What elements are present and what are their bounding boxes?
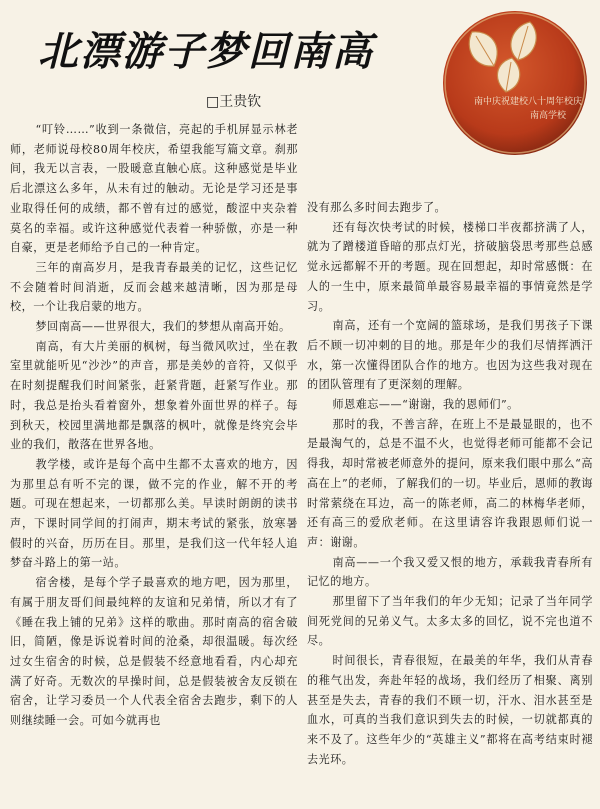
badge-caption-1: 南中庆祝建校八十周年校庆	[474, 97, 583, 107]
article-title: 北漂游子梦回南高	[38, 29, 374, 75]
article-author: □王贵钦	[206, 94, 262, 110]
paragraph: 那时的我，不善言辞，在班上不是最显眼的，也不是最淘气的，总是不温不火，也觉得老师可能都不会记得我，却时常被老师意外的提问，原来我们眼中那么“高高在上”的老师，了解我们的一切。毕业后，恩师的教诲时常萦绕在耳边，高一的陈老师，高二的林梅华老师，还有高三的爱欣老师。在这里请容许我跟恩师们说一声：谢谢。	[307, 417, 593, 549]
school-badge-graphic	[434, 8, 596, 158]
left-column	[10, 120, 298, 805]
paragraph: 南高，还有一个宽阔的篮球场，是我们男孩子下课后不顾一切冲刺的目的地。那是年少的我们尽情挥洒汗水，第一次懂得团队合作的地方。也因为这些我对现在的团队管理有了更深刻的理解。	[307, 319, 593, 392]
paragraph: 那里留下了当年我们的年少无知；记录了当年同学间死党间的兄弟义气。太多太多的回忆，说不完也道不尽。	[307, 595, 593, 648]
paragraph: 还有每次快考试的时候，楼梯口半夜都挤满了人，就为了蹭楼道昏暗的那点灯光，挤破脑袋思考那些总感觉永远都解不开的考题。现在回想起，却时常感慨：在人的一生中，原来最简单最容易最幸福的事情竟然是学习。	[307, 220, 593, 313]
paragraph: 时间很长，青春很短，在最美的年华，我们从青春的稚气出发，奔赴年轻的战场，我们经历了相聚、离别甚至是失去，青春的我们不顾一切，汗水、泪水甚至是血水，可真的当我们意识到失去的时候，一切就都真的来不及了。这些年少的“英雄主义”都将在高考结束时褪去光环。	[307, 654, 593, 766]
paragraph: 梦回南高——世界很大，我们的梦想从南高开始。	[35, 320, 291, 334]
paragraph: 没有那么多时间去跑步了。	[307, 201, 447, 214]
right-column	[307, 198, 593, 806]
school-badge	[434, 8, 596, 158]
paragraph: 三年的南高岁月，是我青春最美的记忆，这些记忆不会随着时间消逝，反而会越来越清晰，因为那是母校，一个让我启蒙的地方。	[10, 260, 298, 314]
paragraph: 南高——一个我又爱又恨的地方，承载我青春所有记忆的地方。	[307, 555, 593, 589]
badge-caption-2: 南高学校	[530, 111, 567, 121]
paragraph: 宿舍楼，是每个学子最喜欢的地方吧，因为那里，有属于朋友哥们间最纯粹的友谊和兄弟情，所以才有了《睡在我上铺的兄弟》这样的歌曲。那时南高的宿舍破旧，简陋，像是诉说着时间的沧桑，却很温暖。每次经过女生宿舍的时候，总是假装不经意地看看，内心却充满了好奇。无数次的早操时间，总是假装被舍友反锁在宿舍，让学习委员一个人代表全宿舍去跑步，剩下的人则继续睡一会。可如今就再也	[10, 576, 298, 728]
paragraph: “叮铃……”收到一条微信，亮起的手机屏显示林老师，老师说母校80周年校庆，希望我能写篇文章。刹那间，我无以言表，一股暖意直触心底。这种感觉是毕业后北漂这么多年，从未有过的触动。无论是学习还是事业取得任何的成绩，都不曾有过的感觉，酸涩中夹杂着莫名的幸福。或许这种感觉代表着一种骄傲，亦是一种自豪，更是老师给予自己的一种肯定。	[10, 123, 298, 255]
paragraph: 师恩难忘——“谢谢，我的恩师们”。	[332, 398, 519, 412]
paragraph: 教学楼，或许是每个高中生都不太喜欢的地方，因为那里总有听不完的课，做不完的作业，解不开的考题。可现在想起来，一切都那么美。早读时朗朗的读书声，下课时同学间的打闹声，期末考试的紧张，放寒暑假时的兴奋，历历在目。那里，是我们这一代年轻人追梦奋斗路上的第一站。	[10, 457, 298, 570]
paragraph: 南高，有大片美丽的枫树，每当微风吹过，坐在教室里就能听见“沙沙”的声音，那是美妙的音符，又似乎在时刻提醒我们时间紧张，赶紧背题，赶紧写作业。那时，我总是抬头看着窗外，想象着外面世界的样子。每到秋天，校园里满地都是飘落的枫叶，就像是终究会毕业的我们，散落在世界各地。	[10, 339, 298, 452]
